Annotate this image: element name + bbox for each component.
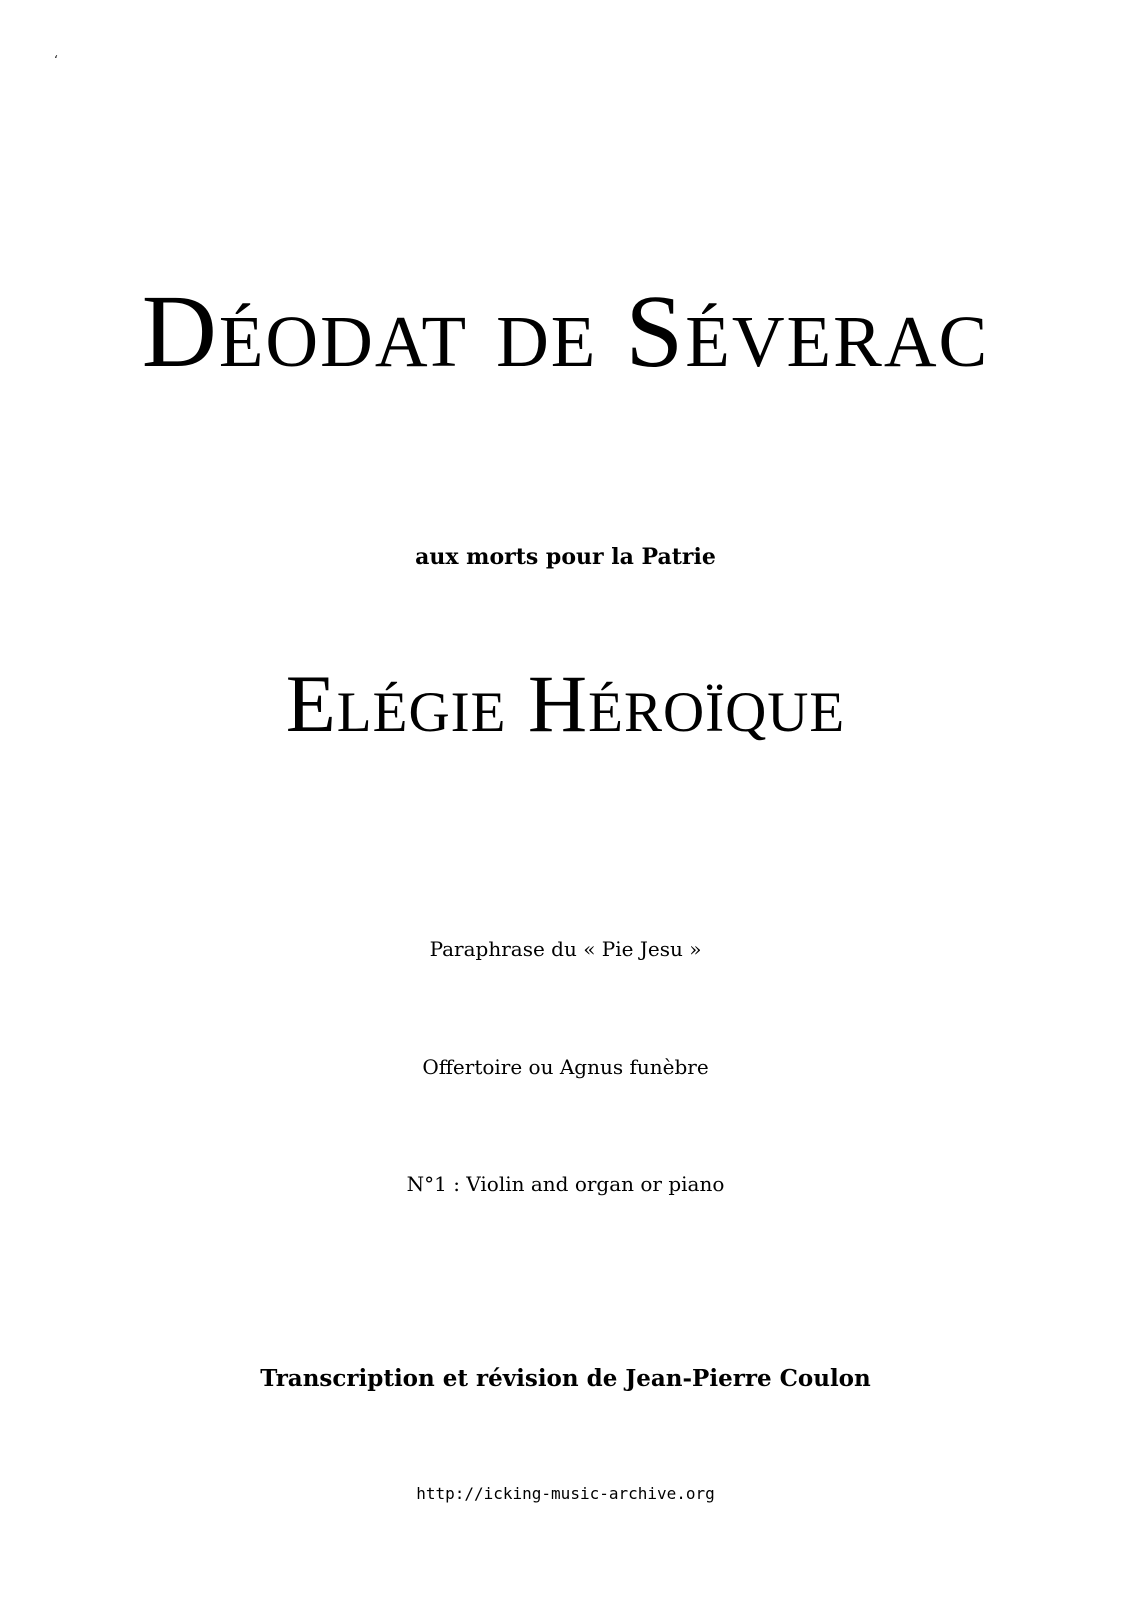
subtitle-offertoire: Offertoire ou Agnus funèbre (422, 1055, 709, 1079)
stray-mark: ‘ (54, 53, 58, 67)
transcription-credit: Transcription et révision de Jean-Pierre Coulon (260, 1365, 871, 1392)
subtitle-instrumentation: N°1 : Violin and organ or piano (406, 1172, 725, 1196)
archive-url[interactable]: http://icking-music-archive.org (416, 1484, 715, 1503)
subtitle-paraphrase: Paraphrase du « Pie Jesu » (429, 937, 702, 961)
dedication: aux morts pour la Patrie (415, 544, 716, 570)
composer-name: Déodat de Séverac (141, 274, 990, 389)
work-title: Elégie Héroïque (285, 658, 846, 749)
